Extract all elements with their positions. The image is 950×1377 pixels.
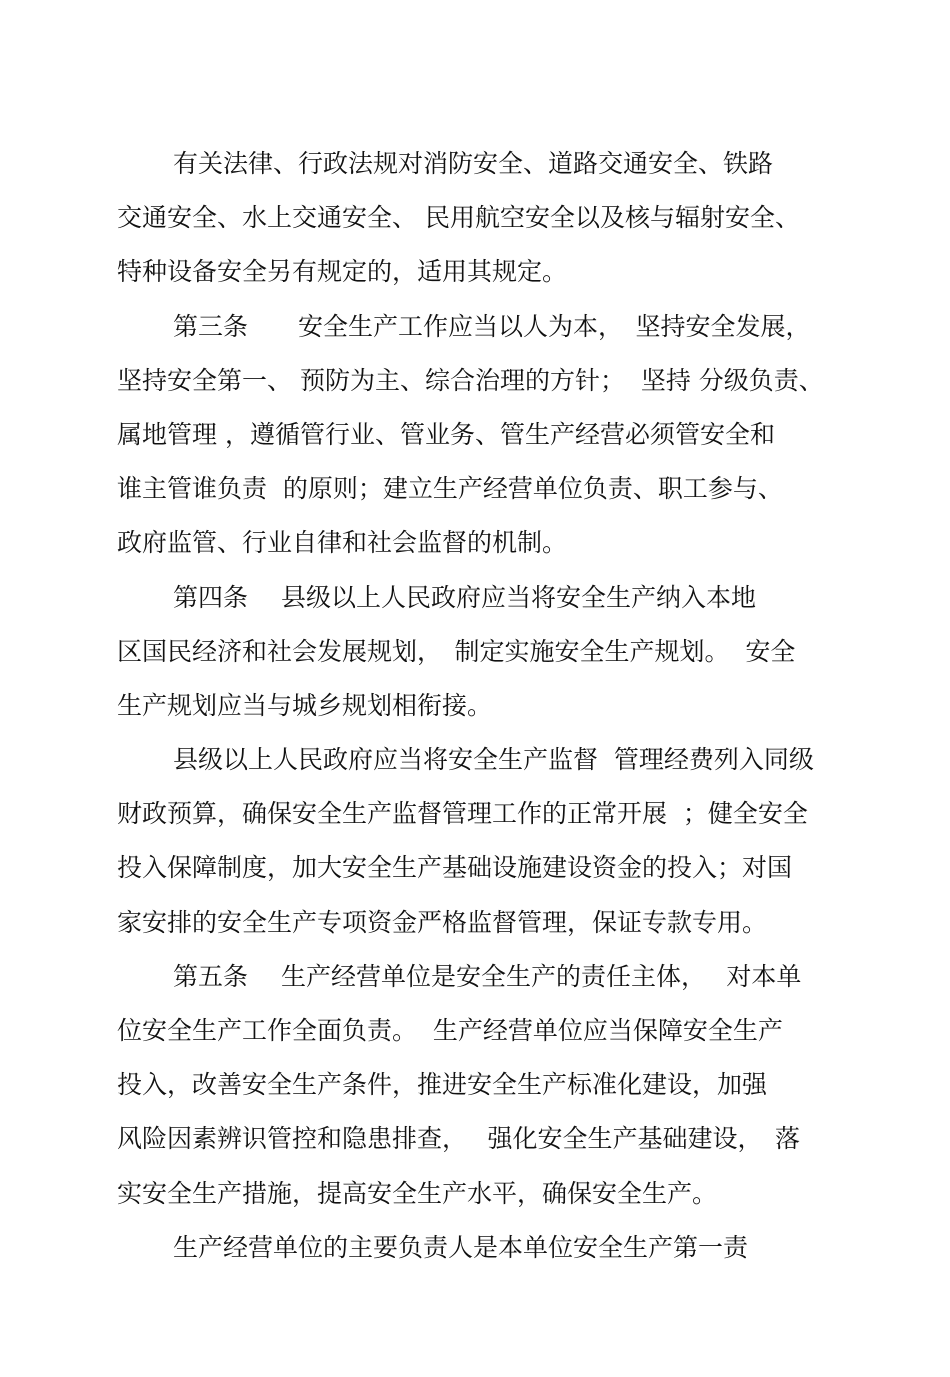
paragraph-line: 投入保障制度，加大安全生产基础设施建设资金的投入；对国 (117, 853, 793, 883)
paragraph-line: 家安排的安全生产专项资金严格监督管理，保证专款专用。 (117, 907, 768, 937)
paragraph-line: 政府监管、行业自律和社会监督的机制。 (117, 528, 568, 558)
paragraph-line: 投入，改善安全生产条件，推进安全生产标准化建设，加强 (117, 1070, 768, 1100)
paragraph-line: 坚持安全第一、 预防为主、综合治理的方针； 坚持 分级负责、 (117, 365, 824, 395)
paragraph-line: 县级以上人民政府应当将安全生产监督 管理经费列入同级 (173, 745, 814, 775)
article-3-line: 第三条 安全生产工作应当以人为本， 坚持安全发展， (173, 311, 811, 341)
article-body (117, 143, 847, 1281)
paragraph-line: 位安全生产工作全面负责。 生产经营单位应当保障安全生产 (117, 1016, 783, 1045)
paragraph-line: 特种设备安全另有规定的，适用其规定。 (117, 257, 568, 287)
article-4-line: 第四条 县级以上人民政府应当将安全生产纳入本地 (173, 582, 756, 612)
paragraph-line: 生产规划应当与城乡规划相衔接。 (117, 690, 493, 720)
paragraph-line: 谁主管谁负责 的原则；建立生产经营单位负责、职工参与、 (117, 474, 783, 504)
paragraph-line: 财政预算，确保安全生产监督管理工作的正常开展 ；健全安全 (117, 799, 808, 829)
paragraph-line: 属地管理 ，遵循管行业、管业务、管生产经营必须管安全和 (117, 419, 775, 449)
paragraph-line: 风险因素辨识管控和隐患排查， 强化安全生产基础建设， 落 (117, 1124, 800, 1154)
paragraph-line: 交通安全、水上交通安全、 民用航空安全以及核与辐射安全、 (117, 203, 800, 233)
paragraph-line: 区国民经济和社会发展规划， 制定实施安全生产规划。 安全 (117, 636, 796, 666)
article-5-line: 第五条 生产经营单位是安全生产的责任主体， 对本单 (173, 961, 802, 991)
paragraph-line: 实安全生产措施，提高安全生产水平，确保安全生产。 (117, 1178, 718, 1208)
paragraph-line: 有关法律、行政法规对消防安全、道路交通安全、铁路 (173, 149, 774, 178)
paragraph-line: 生产经营单位的主要负责人是本单位安全生产第一责 (173, 1232, 749, 1262)
